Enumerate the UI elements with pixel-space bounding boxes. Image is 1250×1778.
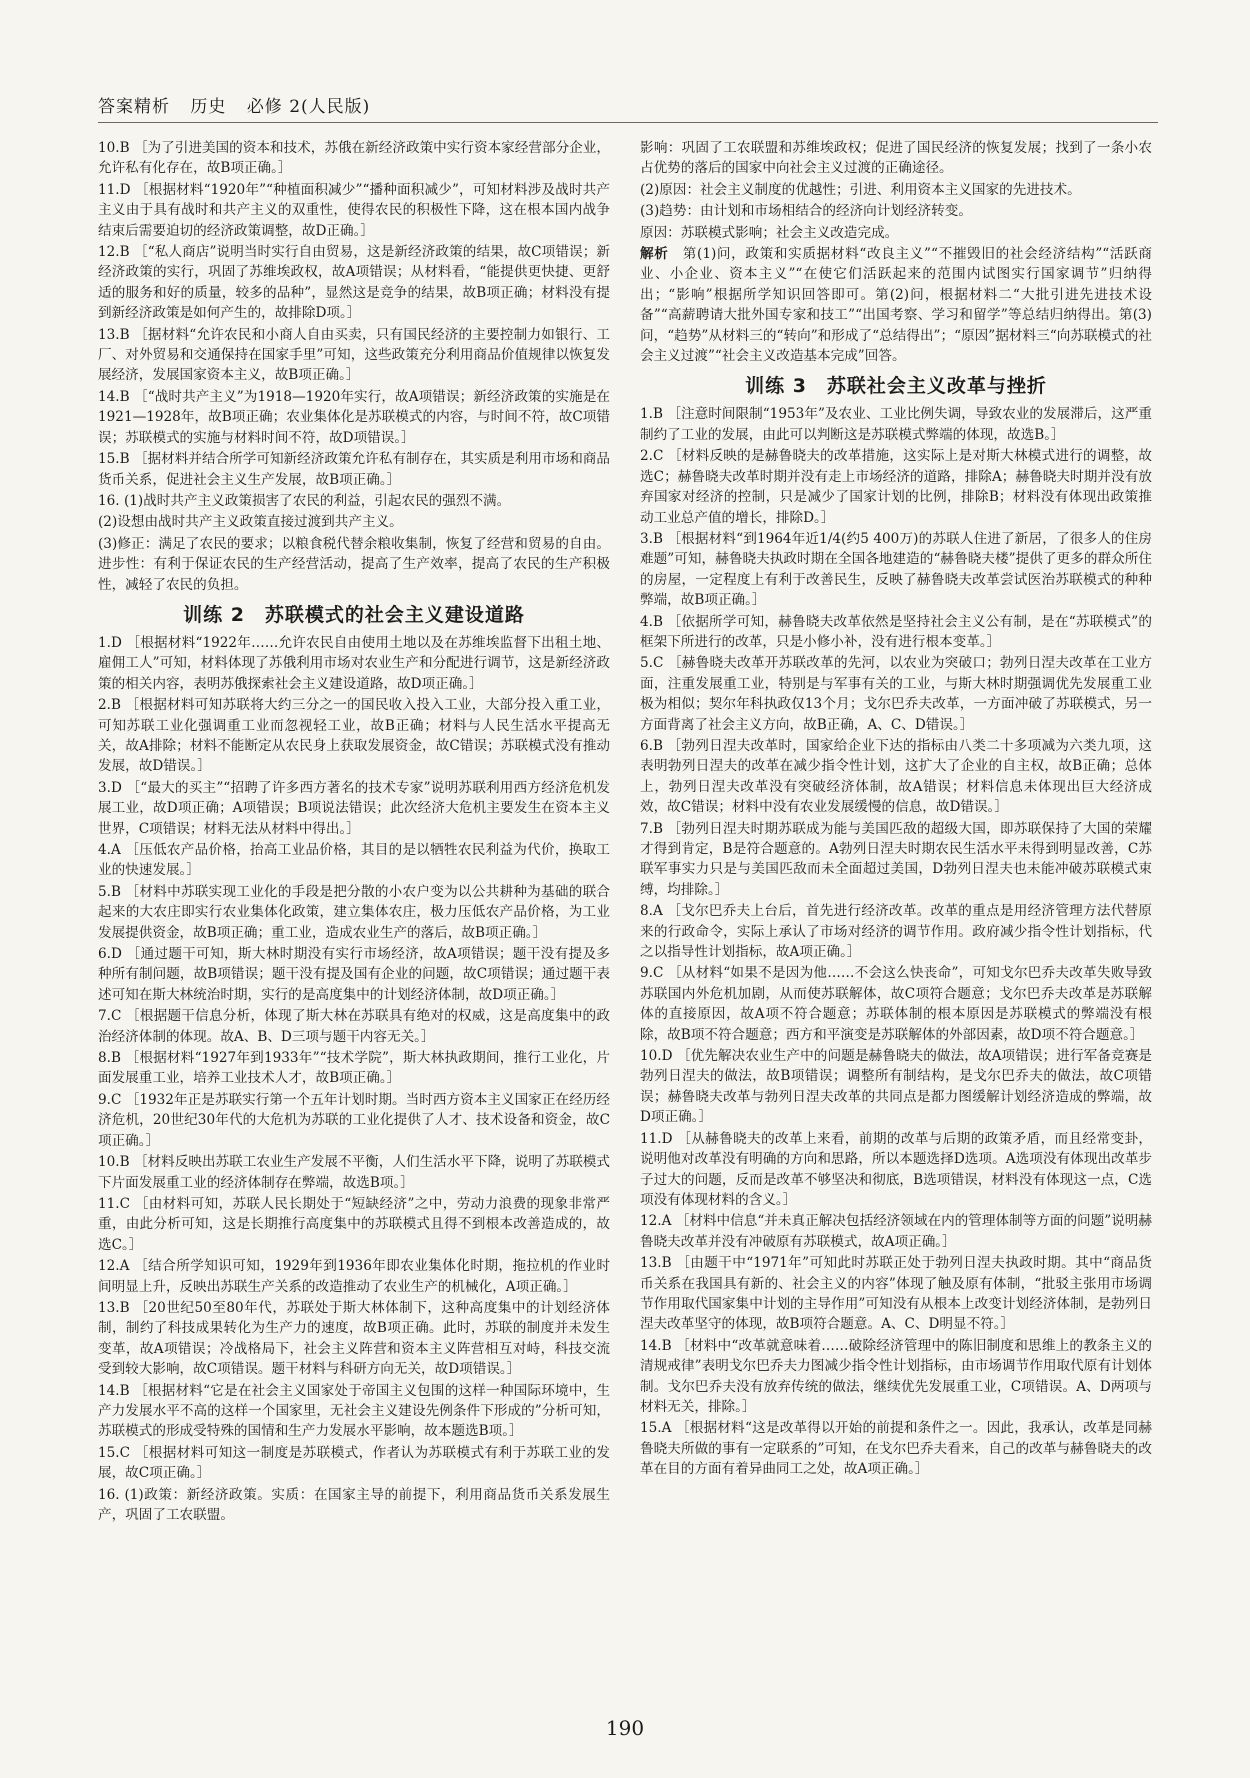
section-title: 训练 2 苏联模式的社会主义建设道路	[183, 603, 525, 626]
item-text: (3)趋势：由计划和市场相结合的经济向计划经济转变。	[640, 203, 972, 220]
item-text: ［根据材料“它是在社会主义国家处于帝国主义包围的这样一种国际环境中，生产力发展水平不高的这样一个国家里，无社会主义建设先例条件下形成的”分析可知，苏联模式的形成受特殊的国情和生产力发展水平影响，故本题选B项。］	[98, 1382, 610, 1440]
item-text: ［通过题干可知，斯大林时期没有实行市场经济，故A项错误；题干没有提及多种所有制问题，故B项错误；题干没有提及国有企业的问题，故C项错误；通过题干表述可知在斯大林统治时期，实行的是高度集中的计划经济体制，故D项正确。］	[98, 946, 610, 1003]
answer-item	[640, 1336, 1152, 1418]
item-text: ［1932年正是苏联实行第一个五年计划时期。当时西方资本主义国家正在经历经济危机，20世纪30年代的大危机为苏联的工业化提供了人才、技术设备和资金，故C项正确。］	[98, 1091, 610, 1149]
answer-item	[640, 1046, 1152, 1128]
item-number: 11.D	[98, 181, 135, 198]
item-text: ［根据题干信息分析，体现了斯大林在苏联具有绝对的权威，这是高度集中的政治经济体制的体现。故A、B、D三项与题干内容无关。］	[98, 1008, 610, 1045]
answer-item	[98, 1006, 610, 1047]
answer-item	[640, 612, 1152, 653]
answer-item	[98, 138, 610, 179]
item-number: 5.C	[640, 655, 668, 672]
item-text: ［优先解决农业生产中的问题是赫鲁晓夫的做法，故A项错误；进行军备竞赛是勃列日涅夫的做法，故B项错误；调整所有制结构，是戈尔巴乔夫的做法，故C项错误；赫鲁晓夫改革与勃列日涅夫改革的共同点是都力图缓解计划经济造成的弊端，故D项正确。］	[640, 1048, 1152, 1126]
running-head	[98, 92, 384, 117]
answer-item	[640, 1418, 1152, 1479]
answer-item	[98, 882, 610, 943]
header-rule	[98, 122, 1158, 123]
item-text: (1)战时共产主义政策损害了农民的利益，引起农民的强烈不满。	[123, 492, 511, 509]
answer-item	[98, 325, 610, 386]
item-number: 6.D	[98, 946, 127, 963]
answer-item	[640, 244, 1152, 366]
item-text: ［注意时间限制“1953年”及农业、工业比例失调，导致农业的发展滞后，这严重制约了工业的发展，由此可以判断这是苏联模式弊端的体现，故选B。］	[640, 406, 1153, 443]
answer-item	[640, 529, 1152, 611]
item-text: (2)设想由战时共产主义政策直接过渡到共产主义。	[98, 514, 403, 531]
item-number: 14.B	[98, 1382, 135, 1399]
answer-item	[98, 1443, 610, 1484]
item-text: ［材料反映出苏联工农业生产发展不平衡，人们生活水平下降，说明了苏联模式下片面发展重工业的经济体制存在弊端，故选B项。］	[98, 1154, 610, 1191]
answer-item	[98, 1298, 610, 1380]
item-text: ［勃列日涅夫改革时，国家给企业下达的指标由八类二十多项减为六类九项，这表明勃列日涅夫的改革在减少指令性计划，这扩大了企业的自主权，故B正确；总体上，勃列日涅夫改革没有突破经济体制，故A错误；材料信息未体现出巨大经济成效，故C错误；材料中没有农业发展缓慢的信息，故D错误。］	[640, 737, 1153, 816]
item-number: 1.B	[640, 406, 668, 423]
answer-item	[98, 491, 610, 511]
item-number: 12.B	[98, 244, 135, 261]
answer-item	[98, 778, 610, 839]
item-number: 16.	[98, 492, 124, 509]
answer-item	[98, 534, 610, 595]
item-text: ［根据材料“1927年到1933年”“技术学院”，斯大林执政期间，推行工业化，片面发展重工业，培养工业技术人才，故B项正确。］	[98, 1050, 610, 1087]
item-text: ［压低农产品价格，抬高工业品价格，其目的是以牺牲农民利益为代价，换取工业的快速发展。］	[98, 842, 611, 879]
item-text: ［从材料“如果不是因为他……不会这么快丧命”，可知戈尔巴乔夫改革失败导致苏联国内外危机加剧，从而使苏联解体，故C项符合题意；戈尔巴乔夫改革是苏联解体的直接原因，故A项不符合题意；苏联体制的根本原因是苏联模式的弊端没有根除，故B项不符合题意；西方和平演变是苏联解体的外部因素，故D项不符合题意。］	[640, 965, 1152, 1043]
answer-item	[640, 736, 1152, 818]
answer-item	[640, 1211, 1152, 1252]
answer-item	[640, 1129, 1152, 1211]
item-number: 11.C	[98, 1195, 135, 1212]
item-number: 13.B	[98, 326, 135, 343]
answer-item	[98, 840, 610, 881]
item-text: ［根据材料“1922年……允许农民自由使用土地以及在苏维埃监督下出租土地、雇佣工人”可知，材料体现了苏俄利用市场对农业生产和分配进行调节，这是新经济政策的相关内容，表明苏俄探索社会主义建设道路，故D项正确。］	[98, 634, 610, 692]
page-number: 190	[605, 1716, 645, 1740]
item-number: 2.C	[640, 448, 668, 465]
item-number: 15.A	[640, 1420, 676, 1437]
item-number: 7.C	[98, 1008, 126, 1025]
item-text: ［结合所学知识可知，1929年到1936年即农业集体化时期，拖拉机的作业时间明显上升，反映出苏联生产关系的改造推动了农业生产的机械化，A项正确。］	[98, 1258, 610, 1295]
item-text: ［根据材料可知苏联将大约三分之一的国民收入投入工业，大部分投入重工业，可知苏联工业化强调重工业而忽视轻工业，故B正确；材料与人民生活水平提高无关，故A排除；材料不能断定从农民身上获取发展资金，故C错误；苏联模式没有推动发展，故D错误。］	[98, 697, 611, 775]
item-text: (1)政策：新经济政策。实质：在国家主导的前提下，利用商品货币关系发展生产，巩固了工农联盟。	[98, 1486, 610, 1523]
answer-item	[640, 138, 1152, 179]
item-text: ［材料中苏联实现工业化的手段是把分散的小农户变为以公共耕种为基础的联合起来的大农庄即实行农业集体化政策，建立集体农庄，极力压低农产品价格，为工业发展提供资金，故B项正确；重工业，造成农业生产的落后，故B项正确。］	[98, 883, 611, 941]
answer-item	[98, 1485, 610, 1526]
item-number: 3.B	[640, 530, 668, 547]
item-text: ［根据材料可知这一制度是苏联模式，作者认为苏联模式有利于苏联工业的发展，故C项正确。］	[98, 1444, 611, 1482]
item-text: ［为了引进美国的资本和技术，苏俄在新经济政策中实行资本家经营部分企业，允许私有化存在，故B项正确。］	[98, 140, 610, 177]
item-text: ［依据所学可知，赫鲁晓夫改革依然是坚持社会主义公有制，是在“苏联模式”的框架下所进行的改革，只是小修小补，没有进行根本变革。］	[640, 613, 1153, 650]
right-column	[640, 138, 1152, 1481]
item-text: ［根据材料“到1964年近1/4(约5 400万)的苏联人住进了新居，了很多人的住房难题”可知，赫鲁晓夫执政时期在全国各地建造的“赫鲁晓夫楼”提供了更多的群众所住的房屋，一定程度上有利于改善民生，反映了赫鲁晓夫改革尝试医治苏联模式的种种弊端，故B项正确。］	[640, 530, 1153, 609]
item-number: 10.B	[98, 140, 134, 156]
item-text: 第(1)问，政策和实质据材料“改良主义”“不摧毁旧的社会经济结构”“活跃商业、小企业、资本主义”“在使它们活跃起来的范围内试图实行国家调节”归纳得出；“影响”根据所学知识回答即可。第(2)问，根据材料二“大批引进先进技术设备”“高薪聘请大批外国专家和技工”“出国考察、学习和留学”等总结归纳得出。第(3)问，“趋势”从材料三的“转向”和形成了“总结得出”；“原因”据材料三“向苏联模式的社会主义过渡”“社会主义改造基本完成”回答。	[640, 246, 1152, 365]
item-number: 4.A	[98, 842, 126, 858]
item-number: 12.A	[640, 1213, 676, 1230]
answer-item	[640, 446, 1152, 528]
item-text: ［据材料“允许农民和小商人自由买卖，只有国民经济的主要控制力如银行、工厂、对外贸易和交通保持在国家手里”可知，这些政策充分利用商品价值规律以恢复发展经济，发展国家资本主义，故B项正确。］	[98, 326, 610, 384]
item-number: 6.B	[640, 737, 668, 754]
item-number: 12.A	[98, 1258, 135, 1275]
item-text: ［“私人商店”说明当时实行自由贸易，这是新经济政策的结果，故C项错误；新经济政策的实行，巩固了苏维埃政权，故A项错误；从材料看，“能提供更快捷、更舒适的服务和好的质量，较多的品种”，显然这是竞争的结果，故B项正确；材料没有提到新经济政策是如何产生的，故排除D项。］	[98, 244, 610, 322]
item-text: ［“最大的买主”“招聘了许多西方著名的技术专家”说明苏联利用西方经济危机发展工业，故D项正确；A项错误；B项说法错误；此次经济大危机主要发生在资本主义世界，C项错误；材料无法从材料中得出。］	[98, 779, 610, 837]
item-number: 5.B	[98, 883, 126, 900]
item-text: ［据材料并结合所学可知新经济政策允许私有制存在，其实质是利用市场和商品货币关系，促进社会主义生产发展，故B项正确。］	[98, 451, 610, 488]
analysis-label: 解析	[640, 246, 683, 263]
item-text: 原因：苏联模式影响；社会主义改造完成。	[640, 224, 899, 241]
answer-item	[640, 653, 1152, 735]
item-number: 1.D	[98, 634, 127, 651]
item-number: 14.B	[640, 1337, 677, 1354]
answer-item	[98, 695, 610, 777]
answer-item	[640, 201, 1152, 221]
header-part-2: 历史	[190, 97, 227, 117]
answer-item	[98, 242, 610, 324]
item-text: (3)修正：满足了农民的要求；以粮食税代替余粮收集制，恢复了经营和贸易的自由。进步性：有利于保证农民的生产经营活动，提高了生产效率，提高了农民的生产积极性，减轻了农民的负担。	[98, 535, 610, 593]
item-number: 3.D	[98, 779, 127, 796]
item-text: ［材料反映的是赫鲁晓夫的改革措施，这实际上是对斯大林模式进行的调整，故选C；赫鲁晓夫改革时期并没有走上市场经济的道路，排除A；赫鲁晓夫时期并没有放弃国家对经济的控制，只是减少了国家计划的比例，排除B；材料没有体现出政策推动工业总产值的增长，排除D。］	[640, 448, 1152, 526]
item-number: 13.B	[640, 1255, 677, 1272]
header-part-1: 答案精析	[98, 97, 170, 117]
answer-item	[640, 223, 1152, 243]
item-number: 10.B	[98, 1154, 134, 1171]
item-number: 7.B	[640, 820, 668, 837]
answer-item	[98, 1381, 610, 1442]
item-text: ［赫鲁晓夫改革开苏联改革的先河，以农业为突破口；勃列日涅夫改革在工业方面，注重发展重工业，特别是与军事有关的工业，与斯大林时期强调优先发展重工业极为相似；契尔年科执政仅13个月；戈尔巴乔夫改革，一方面冲破了苏联模式，另一方面背离了社会主义方向，故B正确，A、C、D错误。］	[640, 655, 1152, 733]
answer-item	[98, 633, 610, 694]
item-text: ［材料中信息“并未真正解决包括经济领域在内的管理体制等方面的问题”说明赫鲁晓夫改革并没有冲破原有苏联模式，故A项正确。］	[640, 1213, 1152, 1250]
item-text: ［戈尔巴乔夫上台后，首先进行经济改革。改革的重点是用经济管理方法代替原来的行政命令，实际上承认了市场对经济的调节作用。政府减少指令性计划指标，代之以指导性计划指标，故A项正确。］	[640, 903, 1153, 961]
item-number: 14.B	[98, 388, 135, 405]
section-title: 训练 3 苏联社会主义改革与挫折	[745, 375, 1047, 398]
answer-item	[640, 963, 1152, 1045]
item-number: 4.B	[640, 613, 668, 630]
item-number: 15.B	[98, 451, 134, 468]
item-text: ［从赫鲁晓夫的改革上来看，前期的改革与后期的政策矛盾，而且经常变卦，说明他对改革没有明确的方向和思路，所以本题选择D选项。A选项没有体现出改革步子过大的问题，反而是改革不够坚决和彻底，B选项错误，材料没有体现这一点，C选项没有体现材料的含义。］	[640, 1130, 1153, 1208]
answer-item	[640, 901, 1152, 962]
header-part-3: 必修 2(人民版)	[246, 97, 371, 117]
answer-item	[98, 1194, 610, 1255]
answer-item	[98, 944, 610, 1005]
answer-item	[640, 180, 1152, 200]
item-number: 9.C	[98, 1091, 126, 1108]
item-number: 2.B	[98, 697, 126, 714]
left-column	[98, 138, 610, 1526]
item-text: ［根据材料“1920年”“种植面积减少”“播种面积减少”，可知材料涉及战时共产主义由于具有战时和共产主义的双重性，使得农民的积极性下降，这在根本国内战争结束后需要迫切的经济政策调整，故D正确。］	[98, 181, 610, 239]
item-number: 13.B	[98, 1299, 135, 1316]
item-text: ［由材料可知，苏联人民长期处于“短缺经济”之中，劳动力浪费的现象非常严重，由此分析可知，这是长期推行高度集中的苏联模式且得不到根本改善造成的，故选C。］	[98, 1195, 610, 1253]
answer-item	[640, 404, 1152, 445]
answer-item	[98, 180, 610, 241]
answer-item	[640, 1253, 1152, 1335]
item-text: ［根据材料“这是改革得以开始的前提和条件之一。因此，我承认，改革是同赫鲁晓夫所做的事有一定联系的”可知，在戈尔巴乔夫看来，自己的改革与赫鲁晓夫的改革在目的方面有着异曲同工之处，故A项正确。］	[640, 1420, 1152, 1478]
item-text: 影响：巩固了工农联盟和苏维埃政权；促进了国民经济的恢复发展；找到了一条小农占优势的落后的国家中向社会主义过渡的正确途径。	[640, 140, 1152, 177]
item-text: ［由题干中“1971年”可知此时苏联正处于勃列日涅夫执政时期。其中“商品货币关系在我国具有新的、社会主义的内容”体现了触及原有体制，“批驳主张用市场调节作用取代国家集中计划的主导作用”可知没有从根本上改变计划经济体制，是勃列日涅夫改革坚守的体现，故B项符合题意。A、C、D明显不符。］	[640, 1255, 1152, 1333]
answer-item	[98, 1256, 610, 1297]
answer-item	[98, 512, 610, 532]
answer-item	[98, 449, 610, 490]
item-text: ［“战时共产主义”为1918—1920年实行，故A项错误；新经济政策的实施是在1921—1928年，故B项正确；农业集体化是苏联模式的内容，与时间不符，故C项错误；苏联模式的实施与材料时间不符，故D项错误。］	[98, 388, 610, 446]
answer-item	[98, 1048, 610, 1089]
answer-item	[98, 387, 610, 448]
item-number: 10.D	[640, 1048, 677, 1065]
item-number: 16.	[98, 1486, 125, 1503]
item-text: ［材料中“改革就意味着……破除经济管理中的陈旧制度和思维上的教条主义的清规戒律”表明戈尔巴乔夫力图减少指令性计划指标，由市场调节作用取代原有计划体制。戈尔巴乔夫没有放弃传统的做法，继续优先发展重工业，C项错误。A、D两项与材料无关，排除。］	[640, 1337, 1152, 1415]
item-text: ［勃列日涅夫时期苏联成为能与美国匹敌的超级大国，即苏联保持了大国的荣耀才得到肯定，B是符合题意的。A勃列日涅夫时期农民生活水平未得到明显改善，C苏联军事实力只是与美国匹敌而未全面超过美国，D勃列日涅夫也未能冲破苏联模式束缚，均排除。］	[640, 820, 1153, 898]
item-number: 8.B	[98, 1050, 126, 1067]
item-number: 11.D	[640, 1130, 678, 1147]
answer-item	[640, 819, 1152, 901]
answer-item	[98, 1090, 610, 1151]
item-number: 8.A	[640, 903, 668, 920]
item-text: (2)原因：社会主义制度的优越性；引进、利用资本主义国家的先进技术。	[640, 181, 1081, 198]
item-number: 9.C	[640, 965, 668, 982]
item-number: 15.C	[98, 1444, 135, 1461]
item-text: ［20世纪50至80年代，苏联处于斯大林体制下，这种高度集中的计划经济体制，制约了科技成果转化为生产力的速度，故B项正确。此时，苏联的制度并未发生变革，故A项错误；冷战格局下，社会主义阵营和资本主义阵营相互对峙，科技交流受到较大影响，故C项错误。题干材料与科研方向无关，故D项错误。］	[98, 1299, 611, 1378]
answer-item	[98, 1152, 610, 1193]
